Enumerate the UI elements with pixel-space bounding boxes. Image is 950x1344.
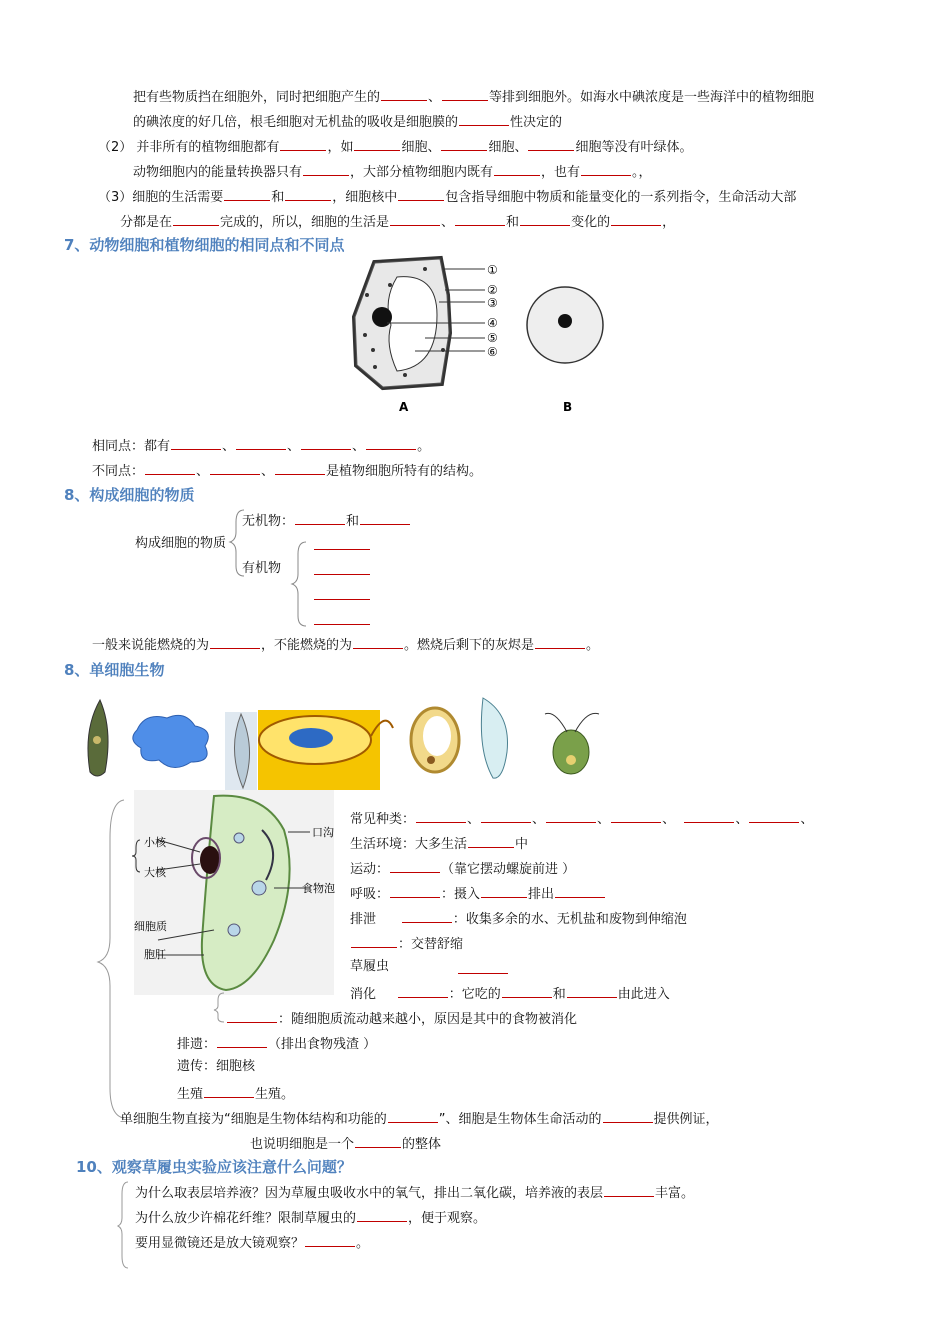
- blank[interactable]: [217, 1033, 267, 1048]
- blank[interactable]: [604, 1182, 654, 1197]
- intro-para-3: （3）细胞的生活需要 和 ，细胞核中 包含指导细胞中物质和能量变化的一系列指令，生命活动大部: [98, 186, 796, 207]
- label-5: ⑤: [487, 331, 498, 345]
- movement: 运动： （靠它摆动螺旋前进 ）: [350, 858, 575, 879]
- organic-label: 有机物: [242, 561, 282, 576]
- paramecium-name: 草履虫: [350, 959, 390, 974]
- blank[interactable]: [236, 435, 286, 450]
- inorganic-line: 无机物： 和: [242, 510, 411, 531]
- blank[interactable]: [416, 808, 466, 823]
- caption-b: B: [563, 400, 573, 414]
- blank[interactable]: [357, 1207, 407, 1222]
- blank[interactable]: [224, 186, 270, 201]
- intro-para-2: （2） 并非所有的植物细胞都有 ，如 细胞、 细胞、 细胞等没有叶绿体。: [98, 136, 693, 157]
- burn-line: 一般来说能燃烧的为 ，不能燃烧的为 。燃烧后剩下的灰烬是 。: [92, 634, 599, 655]
- same-points: 相同点：都有 、 、 、 。: [92, 435, 430, 456]
- blank[interactable]: [227, 1008, 277, 1023]
- label-2: ②: [487, 283, 498, 297]
- digestion: 消化 ：它吃的 和 由此进入: [350, 983, 670, 1004]
- cell-diagram: [345, 255, 615, 420]
- label-macronucleus: 大核: [144, 866, 166, 879]
- excretion-2: ：交替舒缩: [350, 933, 463, 954]
- blank[interactable]: [295, 510, 345, 525]
- reproduction: 生殖 生殖。: [177, 1083, 294, 1104]
- euglena-image: [88, 700, 108, 776]
- intro-line-1: 把有些物质挡在细胞外，同时把细胞产生的 、 等排到细胞外。如海水中碘浓度是一些海洋中的植物细胞: [133, 86, 814, 107]
- amoeba-image: [133, 715, 208, 767]
- egestion: 排遗： （排出食物残渣 ）: [177, 1033, 376, 1054]
- blank[interactable]: [366, 435, 416, 450]
- blank[interactable]: [314, 623, 370, 625]
- blank[interactable]: [354, 136, 400, 151]
- blank[interactable]: [528, 136, 574, 151]
- question-3: 要用显微镜还是放大镜观察？ 。: [135, 1232, 369, 1253]
- blank[interactable]: [173, 211, 219, 226]
- intro-para-2b: 动物细胞内的能量转换器只有 ，大部分植物细胞内既有 ，也有 。，: [133, 161, 652, 182]
- intro-line-2: 的碘浓度的好几倍，根毛细胞对无机盐的吸收是细胞膜的 性决定的: [133, 111, 562, 132]
- blank[interactable]: [494, 161, 540, 176]
- blank[interactable]: [502, 983, 552, 998]
- blank[interactable]: [353, 634, 403, 649]
- common-types: 常见种类： 、 、 、 、 、 、: [350, 808, 813, 829]
- label-1: ①: [487, 263, 498, 277]
- paramecium-photo: [225, 712, 257, 790]
- blank[interactable]: [567, 983, 617, 998]
- blank[interactable]: [603, 1108, 653, 1123]
- blank[interactable]: [381, 86, 427, 101]
- bacterium-image: [258, 710, 393, 790]
- label-food-vacuole: 食物泡: [302, 882, 335, 895]
- label-oral-groove: 口沟: [312, 826, 334, 839]
- brace-organic: [292, 540, 312, 628]
- blank[interactable]: [398, 983, 448, 998]
- label-micronucleus: 小核: [144, 836, 166, 849]
- blank[interactable]: [210, 460, 260, 475]
- yeast-image: [411, 708, 459, 772]
- blank[interactable]: [535, 634, 585, 649]
- paramecium-image: [481, 698, 507, 778]
- blank[interactable]: [390, 883, 440, 898]
- label-3: ③: [487, 296, 498, 310]
- brace-sec10: [116, 1180, 132, 1270]
- blank[interactable]: [305, 1232, 355, 1247]
- blank[interactable]: [459, 111, 509, 126]
- animal-nucleus: [558, 314, 572, 328]
- blank[interactable]: [546, 808, 596, 823]
- blank[interactable]: [351, 933, 397, 948]
- label-anal: 胞肛: [144, 948, 166, 961]
- blank[interactable]: [555, 883, 605, 898]
- brace-big: [98, 798, 128, 1120]
- intro-para-3b: 分都是在 完成的，所以，细胞的生活是 、 和 变化的 ，: [120, 211, 675, 232]
- label-6: ⑥: [487, 345, 498, 359]
- blank[interactable]: [402, 908, 452, 923]
- blank[interactable]: [301, 435, 351, 450]
- caption-a: A: [399, 400, 409, 414]
- excretion: 排泄 ：收集多余的水、无机盐和废物到伸缩泡: [350, 908, 687, 929]
- organisms-row: [75, 690, 615, 790]
- summary-line-1: 单细胞生物直接为“细胞是生物体结构和功能的 ”、细胞是生物体生命活动的 提供例证，: [120, 1108, 719, 1129]
- plant-nucleus: [372, 307, 392, 327]
- blank[interactable]: [314, 548, 370, 550]
- blank[interactable]: [204, 1083, 254, 1098]
- blank[interactable]: [303, 161, 349, 176]
- respiration: 呼吸： ：摄入 排出: [350, 883, 606, 904]
- question-1: 为什么取表层培养液？因为草履虫吸收水中的氧气，排出二氧化碳，培养液的表层 丰富。: [135, 1182, 694, 1203]
- blank[interactable]: [210, 634, 260, 649]
- blank[interactable]: [398, 186, 444, 201]
- blank[interactable]: [458, 972, 508, 974]
- blank[interactable]: [611, 211, 661, 226]
- blank[interactable]: [390, 858, 440, 873]
- matter-root: 构成细胞的物质: [135, 536, 227, 551]
- blank[interactable]: [360, 510, 410, 525]
- habitat: 生活环境：大多生活 中: [350, 833, 528, 854]
- blank[interactable]: [314, 598, 370, 600]
- section-8b-title: 8、单细胞生物: [64, 661, 165, 679]
- blank[interactable]: [441, 136, 487, 151]
- blank[interactable]: [611, 808, 661, 823]
- blank[interactable]: [171, 435, 221, 450]
- heredity: 遗传：细胞核: [177, 1059, 256, 1074]
- diff-points: 不同点： 、 、 是植物细胞所特有的结构。: [92, 460, 482, 481]
- section-7-title: 7、动物细胞和植物细胞的相同点和不同点: [64, 236, 345, 254]
- question-2: 为什么放少许棉花纤维？限制草履虫的 ，便于观察。: [135, 1207, 486, 1228]
- blank[interactable]: [285, 186, 331, 201]
- blank[interactable]: [145, 460, 195, 475]
- chlamydomonas-image: [545, 713, 599, 774]
- section-8a-title: 8、构成细胞的物质: [64, 486, 195, 504]
- blank[interactable]: [280, 136, 326, 151]
- blank[interactable]: [275, 460, 325, 475]
- blank[interactable]: [749, 808, 799, 823]
- blank[interactable]: [520, 211, 570, 226]
- paramecium-diagram: [134, 790, 334, 995]
- blank[interactable]: [468, 833, 514, 848]
- summary-line-2: 也说明细胞是一个 的整体: [250, 1133, 441, 1154]
- blank[interactable]: [388, 1108, 438, 1123]
- blank[interactable]: [481, 883, 527, 898]
- section-10-title: 10、观察草履虫实验应该注意什么问题？: [76, 1158, 352, 1176]
- blank[interactable]: [314, 573, 370, 575]
- blank[interactable]: [581, 161, 631, 176]
- blank[interactable]: [481, 808, 531, 823]
- blank[interactable]: [455, 211, 505, 226]
- blank[interactable]: [355, 1133, 401, 1148]
- digestion-2: ：随细胞质流动越来越小，原因是其中的食物被消化: [226, 1008, 577, 1029]
- blank[interactable]: [390, 211, 440, 226]
- label-4: ④: [487, 316, 498, 330]
- blank[interactable]: [442, 86, 488, 101]
- blank[interactable]: [684, 808, 734, 823]
- label-cytoplasm: 细胞质: [134, 920, 167, 933]
